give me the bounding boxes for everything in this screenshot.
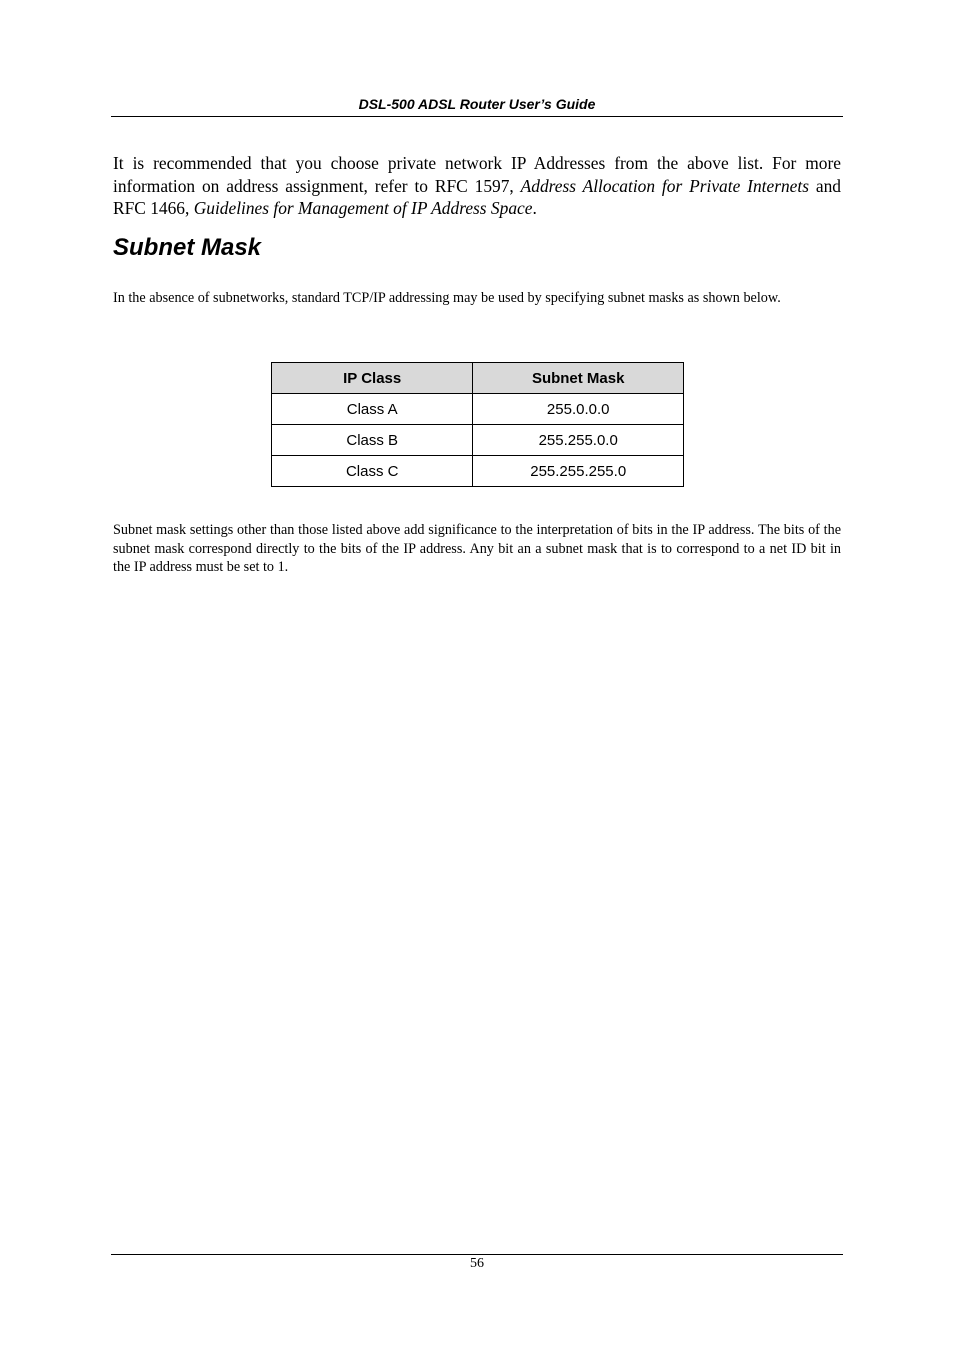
section-heading: Subnet Mask <box>113 234 262 261</box>
intro-paragraph <box>113 152 841 220</box>
cell-subnet-mask: 255.255.0.0 <box>473 425 684 456</box>
subnet-mask-table <box>271 362 684 487</box>
header-divider <box>111 116 843 117</box>
table-row <box>272 425 684 456</box>
table-header-row <box>272 363 684 394</box>
intro-text-3: . <box>532 198 537 218</box>
intro-text-1: It is recommended that you choose private network IP Addresses from the above list. For more information on address assignment, refer to RFC 1597, <box>113 153 841 196</box>
cell-ip-class: Class B <box>272 425 473 456</box>
table-row <box>272 456 684 487</box>
column-header-ip-class: IP Class <box>272 363 473 394</box>
cell-ip-class: Class C <box>272 456 473 487</box>
cell-subnet-mask: 255.0.0.0 <box>473 394 684 425</box>
intro-text-2: and RFC 1466, <box>113 175 841 218</box>
running-header-title: DSL-500 ADSL Router User’s Guide <box>358 96 596 112</box>
subnet-detail-paragraph: Subnet mask settings other than those listed above add significance to the interpretation of bits in the IP address. The bits of the subnet mask correspond directly to the bits of the IP address. Any bit an a subnet mask that is to correspond to a net ID bit in the IP address must be set to 1. <box>113 522 841 575</box>
table-row <box>272 394 684 425</box>
cell-ip-class: Class A <box>272 394 473 425</box>
subnet-intro-paragraph: In the absence of subnetworks, standard TCP/IP addressing may be used by specifying subnet masks as shown below. <box>113 290 781 306</box>
intro-reference-2: Guidelines for Management of IP Address Space <box>193 198 533 218</box>
intro-reference-1: Address Allocation for Private Internets <box>520 175 809 196</box>
column-header-subnet-mask: Subnet Mask <box>473 363 684 394</box>
page-number: 56 <box>470 1256 484 1271</box>
cell-subnet-mask: 255.255.255.0 <box>473 456 684 487</box>
